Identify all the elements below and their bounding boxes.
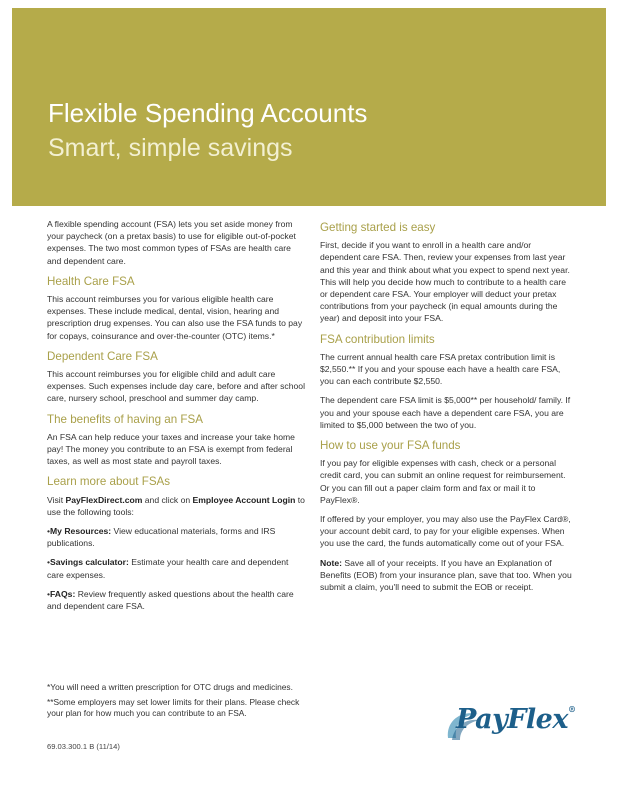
note-paragraph <box>320 557 574 594</box>
health-care-fsa-text: This account reimburses you for various eligible health care expenses. These include medical, dental, vision, hearing and prescription drug expenses. You can also use the FSA funds to pay for copays, coinsurance and over-the-counter (OTC) items.* <box>47 294 303 341</box>
footnote-limits: **Some employers may set lower limits for their plans. Please check your plan for how much you can contribute to an FSA. <box>47 696 300 719</box>
dependent-care-fsa-text: This account reimburses you for eligible child and adult care expenses. Such expenses include day care, before and after school care, nursery school, preschool and summer day camp. <box>47 369 305 404</box>
dependent-limit-text: The dependent care FSA limit is $5,000** per household/ family. If you and your spouse each have a dependent care FSA, you are limited to $5,000 between the two of you. <box>320 395 571 430</box>
dependent-care-fsa-heading: Dependent Care FSA <box>47 349 158 363</box>
bullet-icon: • <box>47 588 51 599</box>
health-limit-text: The current annual health care FSA pretax contribution limit is $2,550.** If you and your spouse each have a health care FSA, you can each contribute $2,550. <box>320 351 561 387</box>
learn-more-text <box>47 494 305 518</box>
bullet-icon: • <box>47 557 51 568</box>
tool-label: FAQs: <box>50 588 76 599</box>
getting-started-heading: Getting started is easy <box>320 221 436 234</box>
debit-card-text: If offered by your employer, you may also use the PayFlex Card®, your account debit card, to pay for your eligible expenses. When you use the card, the funds automatically come out of your FSA. <box>320 514 571 549</box>
payflex-logo <box>440 700 580 744</box>
employee-login-link[interactable]: Employee Account Login <box>192 494 296 505</box>
health-care-fsa-heading: Health Care FSA <box>47 274 135 288</box>
registered-mark: ® <box>567 704 576 714</box>
note-label: Note: <box>320 557 342 568</box>
form-code: 69.03.300.1 B (11/14) <box>47 742 120 751</box>
footnote-otc: *You will need a written prescription for OTC drugs and medicines. <box>47 682 293 692</box>
left-column <box>47 218 305 619</box>
tool-text: View educational materials, forms and IRS publications. <box>47 526 276 549</box>
learn-more-heading: Learn more about FSAs <box>47 475 171 489</box>
right-column <box>320 218 574 600</box>
tool-text: Review frequently asked questions about the health care and dependent care FSA. <box>47 588 294 612</box>
tool-label: My Resources: <box>50 526 112 537</box>
note-text: Save all of your receipts. If you have an Explanation of Benefits (EOB) from your insurance plan, save that too. When you submit a claim, you'll need to submit the EOB or receipt. <box>320 557 572 593</box>
contribution-limits-heading: FSA contribution limits <box>320 332 435 346</box>
benefits-text: An FSA can help reduce your taxes and increase your take home pay! The money you contribute to an FSA is exempt from federal taxes, as well as most state and payroll taxes. <box>47 431 295 467</box>
getting-started-text: First, decide if you want to enroll in a health care and/or dependent care FSA. Then, review your expenses from last year and this year and think about what you expect to spend next year. This will help you decide how much to contribute to a health care or dependent care FSA. Your employer will deduct your pretax contributions from your paycheck (in equal amounts during the year) and deposit into your FSA. <box>320 240 570 324</box>
bullet-icon: • <box>47 526 51 537</box>
learn-pre: Visit <box>47 494 66 505</box>
header-banner <box>12 8 606 206</box>
benefits-heading: The benefits of having an FSA <box>47 412 203 426</box>
list-item <box>47 525 305 549</box>
intro-paragraph: A flexible spending account (FSA) lets you set aside money from your paycheck (on a pretax basis) to use for eligible out-of-pocket expenses. The two most common types of FSAs are health care and dependent care. <box>47 219 296 266</box>
logo-wordmark: PayFlex <box>456 704 568 735</box>
website-link[interactable]: PayFlexDirect.com <box>65 494 143 505</box>
list-item <box>47 588 305 612</box>
logo-text <box>456 704 575 735</box>
footnotes <box>47 682 307 723</box>
tool-label: Savings calculator: <box>50 557 129 568</box>
tool-text: Estimate your health care and dependent care expenses. <box>47 557 289 580</box>
page-subtitle: Smart, simple savings <box>48 134 293 162</box>
page-title: Flexible Spending Accounts <box>48 98 368 128</box>
list-item <box>47 556 305 580</box>
reimbursement-text: If you pay for eligible expenses with cash, check or a personal credit card, you can submit an online request for reimbursement. Or you can fill out a paper claim form and fax or mail it to PayFlex®. <box>320 458 566 505</box>
learn-post: to use the following tools: <box>47 494 305 517</box>
use-funds-heading: How to use your FSA funds <box>320 439 461 453</box>
tools-list <box>47 525 305 612</box>
learn-mid: and click on <box>142 494 193 505</box>
